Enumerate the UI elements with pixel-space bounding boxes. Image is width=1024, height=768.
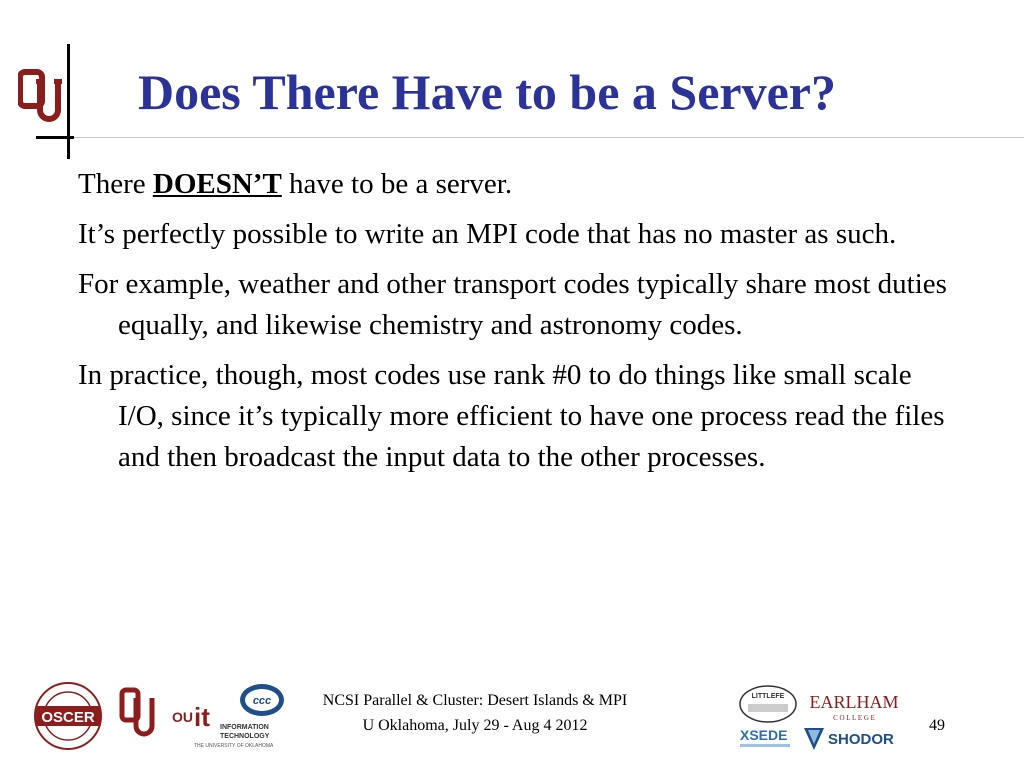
page-number: 49	[929, 717, 945, 734]
header-rule	[74, 137, 1024, 138]
svg-text:SHODOR: SHODOR	[828, 731, 894, 748]
svg-text:THE UNIVERSITY OF OKLAHOMA: THE UNIVERSITY OF OKLAHOMA	[194, 743, 274, 749]
svg-text:LITTLEFE: LITTLEFE	[751, 693, 785, 700]
svg-text:TECHNOLOGY: TECHNOLOGY	[220, 733, 270, 740]
earlham-logo-icon	[810, 692, 899, 722]
bullet-list	[78, 164, 958, 487]
footer-logos-right	[738, 684, 908, 754]
bullet-text: have to be a server.	[281, 168, 513, 200]
ou-logo-icon	[18, 68, 66, 126]
footer-line-1: NCSI Parallel & Cluster: Desert Islands & MPI	[322, 692, 628, 709]
footer-line-2: U Oklahoma, July 29 - Aug 4 2012	[362, 717, 588, 734]
footer-logos-left	[24, 682, 286, 754]
footer-caption	[270, 688, 680, 738]
svg-text:OSCER: OSCER	[41, 709, 95, 726]
header-rule-accent	[36, 136, 74, 139]
header-vertical-rule	[67, 44, 70, 159]
bullet-text: There	[78, 168, 153, 200]
svg-text:it: it	[194, 702, 210, 732]
slide-title: Does There Have to be a Server?	[138, 64, 836, 120]
bullet-item: In practice, though, most codes use rank #0 to do things like small scale I/O, since it’s typically more efficient to have one process read the files and then broadcast the input data to the other processes.	[78, 359, 945, 473]
svg-text:EARLHAM: EARLHAM	[809, 692, 899, 712]
oscer-logo-icon	[35, 683, 101, 749]
svg-text:ccc: ccc	[252, 695, 272, 707]
svg-text:C O L L E G E: C O L L E G E	[833, 714, 875, 722]
ou-footer-logo-icon	[122, 690, 152, 734]
shodor-logo-icon	[804, 728, 894, 750]
svg-text:OU: OU	[172, 709, 193, 725]
bullet-item	[78, 164, 958, 205]
xsede-logo-icon	[740, 727, 790, 747]
svg-text:INFORMATION: INFORMATION	[220, 724, 269, 731]
bullet-emphasis: DOESN’T	[152, 168, 282, 200]
littlefe-logo-icon	[740, 686, 796, 722]
svg-text:XSEDE: XSEDE	[740, 727, 788, 743]
bullet-item: For example, weather and other transport codes typically share most duties equally, and likewise chemistry and astronomy codes.	[78, 268, 947, 341]
bullet-item: It’s perfectly possible to write an MPI code that has no master as such.	[78, 218, 897, 250]
